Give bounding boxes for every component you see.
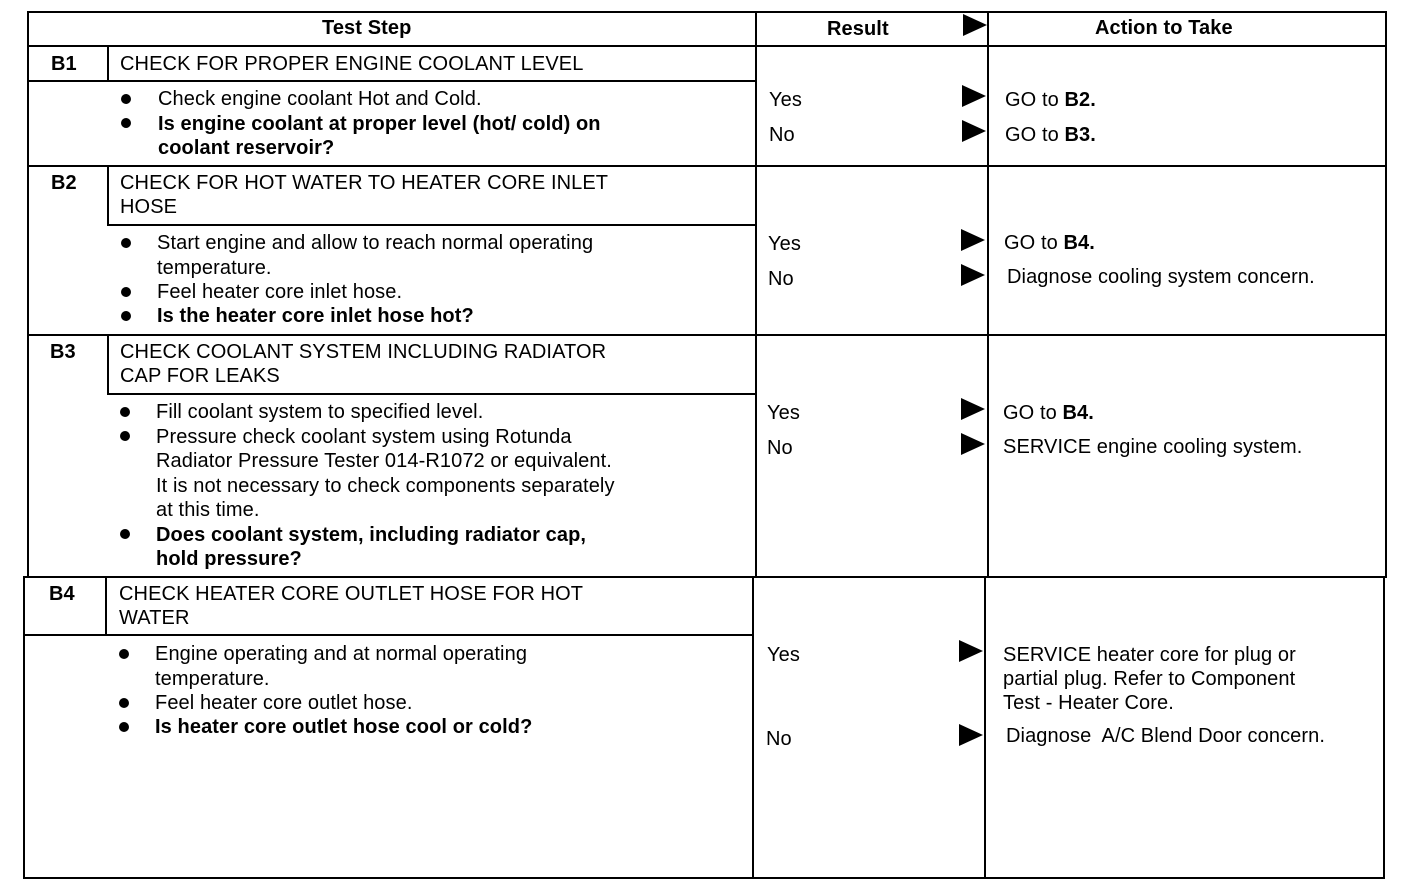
- b2-action-yes: GO to B4.: [1004, 232, 1095, 254]
- b4-action-yes-line-2: partial plug. Refer to Component: [1003, 668, 1296, 690]
- b1-action-yes: GO to B2.: [1005, 89, 1096, 111]
- table-right-border-lower: [1383, 576, 1385, 879]
- step-divider-b2: [27, 165, 1387, 167]
- bullet-icon: [120, 529, 130, 539]
- action-column-divider-upper: [987, 11, 989, 576]
- b2-bullet-2: Feel heater core inlet hose.: [157, 281, 403, 303]
- result-column-divider-upper: [755, 11, 757, 576]
- b3-bullet-3-line-1: Does coolant system, including radiator cap,: [156, 524, 587, 546]
- id-divider-b4: [105, 576, 107, 636]
- b3-bullet-2-line-3: It is not necessary to check components separately: [156, 475, 615, 497]
- step-id-b2: B2: [51, 172, 77, 194]
- b2-result-yes: Yes: [768, 233, 801, 255]
- b3-result-no: No: [767, 437, 793, 459]
- title-underline-b1: [27, 80, 757, 82]
- step-title-b1: CHECK FOR PROPER ENGINE COOLANT LEVEL: [120, 53, 584, 75]
- b3-no-arrow-icon: [961, 433, 985, 455]
- b4-action-no: Diagnose A/C Blend Door concern.: [1006, 725, 1326, 747]
- bullet-icon: [119, 722, 129, 732]
- b3-bullet-2-line-2: Radiator Pressure Tester 014-R1072 or equivalent.: [156, 450, 612, 472]
- b4-action-yes-line-3: Test - Heater Core.: [1003, 692, 1174, 714]
- b4-no-arrow-icon: [959, 724, 983, 746]
- b3-action-yes-ref: B4.: [1062, 402, 1094, 424]
- step-title-b4-line-2: WATER: [119, 607, 190, 629]
- b3-bullet-2-line-1: Pressure check coolant system using Rotunda: [156, 426, 572, 448]
- b1-bullet-2-line-2: coolant reservoir?: [158, 137, 335, 159]
- b2-no-arrow-icon: [961, 264, 985, 286]
- table-left-border-upper: [27, 11, 29, 576]
- table-bottom-border: [23, 877, 1385, 879]
- b2-bullet-1-line-1: Start engine and allow to reach normal operating: [157, 232, 594, 254]
- header-result: Result: [827, 18, 889, 40]
- b1-bullet-2-line-1: Is engine coolant at proper level (hot/ cold) on: [158, 113, 601, 135]
- b3-bullet-2-line-4: at this time.: [156, 499, 260, 521]
- b2-result-no: No: [768, 268, 794, 290]
- bullet-icon: [119, 698, 129, 708]
- b4-bullet-2: Feel heater core outlet hose.: [155, 692, 413, 714]
- bullet-icon: [120, 431, 130, 441]
- bullet-icon: [121, 118, 131, 128]
- b4-yes-arrow-icon: [959, 640, 983, 662]
- bullet-icon: [120, 407, 130, 417]
- b2-action-yes-ref: B4.: [1063, 232, 1095, 254]
- b3-action-no: SERVICE engine cooling system.: [1003, 436, 1303, 458]
- b1-no-arrow-icon: [962, 120, 986, 142]
- bullet-icon: [119, 649, 129, 659]
- action-column-divider-lower: [984, 576, 986, 879]
- bullet-icon: [121, 287, 131, 297]
- b3-bullet-1: Fill coolant system to specified level.: [156, 401, 484, 423]
- id-divider-b2: [107, 165, 109, 226]
- step-title-b4-line-1: CHECK HEATER CORE OUTLET HOSE FOR HOT: [119, 583, 584, 605]
- result-column-divider-lower: [752, 576, 754, 879]
- title-underline-b4: [23, 634, 754, 636]
- b4-bullet-1-line-2: temperature.: [155, 668, 270, 690]
- b1-yes-arrow-icon: [962, 85, 986, 107]
- bullet-icon: [121, 94, 131, 104]
- b4-action-yes-line-1: SERVICE heater core for plug or: [1003, 644, 1296, 666]
- b4-result-yes: Yes: [767, 644, 800, 666]
- step-divider-b3: [27, 334, 1387, 336]
- header-action: Action to Take: [1095, 17, 1233, 39]
- b1-action-no-ref: B3.: [1064, 124, 1096, 146]
- b4-bullet-1-line-1: Engine operating and at normal operating: [155, 643, 528, 665]
- header-divider: [27, 45, 1387, 47]
- b3-bullet-3-line-2: hold pressure?: [156, 548, 302, 570]
- b1-action-yes-ref: B2.: [1064, 89, 1096, 111]
- b2-action-no: Diagnose cooling system concern.: [1007, 266, 1315, 288]
- b1-result-no: No: [769, 124, 795, 146]
- step-id-b3: B3: [50, 341, 76, 363]
- b4-result-no: No: [766, 728, 792, 750]
- b2-yes-arrow-icon: [961, 229, 985, 251]
- step-id-b4: B4: [49, 583, 75, 605]
- b3-yes-arrow-icon: [961, 398, 985, 420]
- b3-result-yes: Yes: [767, 402, 800, 424]
- header-arrow-icon: [963, 14, 987, 36]
- step-title-b3-line-1: CHECK COOLANT SYSTEM INCLUDING RADIATOR: [120, 341, 607, 363]
- b1-result-yes: Yes: [769, 89, 802, 111]
- header-test-step: Test Step: [322, 17, 412, 39]
- b1-action-no: GO to B3.: [1005, 124, 1096, 146]
- id-divider-b1: [107, 45, 109, 82]
- b2-bullet-1-line-2: temperature.: [157, 257, 272, 279]
- b2-bullet-3: Is the heater core inlet hose hot?: [157, 305, 474, 327]
- b4-bullet-3: Is heater core outlet hose cool or cold?: [155, 716, 533, 738]
- bullet-icon: [121, 238, 131, 248]
- b1-bullet-1: Check engine coolant Hot and Cold.: [158, 88, 482, 110]
- step-divider-b4: [23, 576, 1387, 578]
- step-title-b3-line-2: CAP FOR LEAKS: [120, 365, 280, 387]
- b3-action-yes: GO to B4.: [1003, 402, 1094, 424]
- step-title-b2-line-1: CHECK FOR HOT WATER TO HEATER CORE INLET: [120, 172, 609, 194]
- title-underline-b2: [107, 224, 757, 226]
- title-underline-b3: [107, 393, 757, 395]
- step-title-b2-line-2: HOSE: [120, 196, 178, 218]
- table-right-border-upper: [1385, 11, 1387, 576]
- step-id-b1: B1: [51, 53, 77, 75]
- table-top-border: [27, 11, 1387, 13]
- id-divider-b3: [107, 334, 109, 395]
- table-left-border-lower: [23, 576, 25, 879]
- bullet-icon: [121, 311, 131, 321]
